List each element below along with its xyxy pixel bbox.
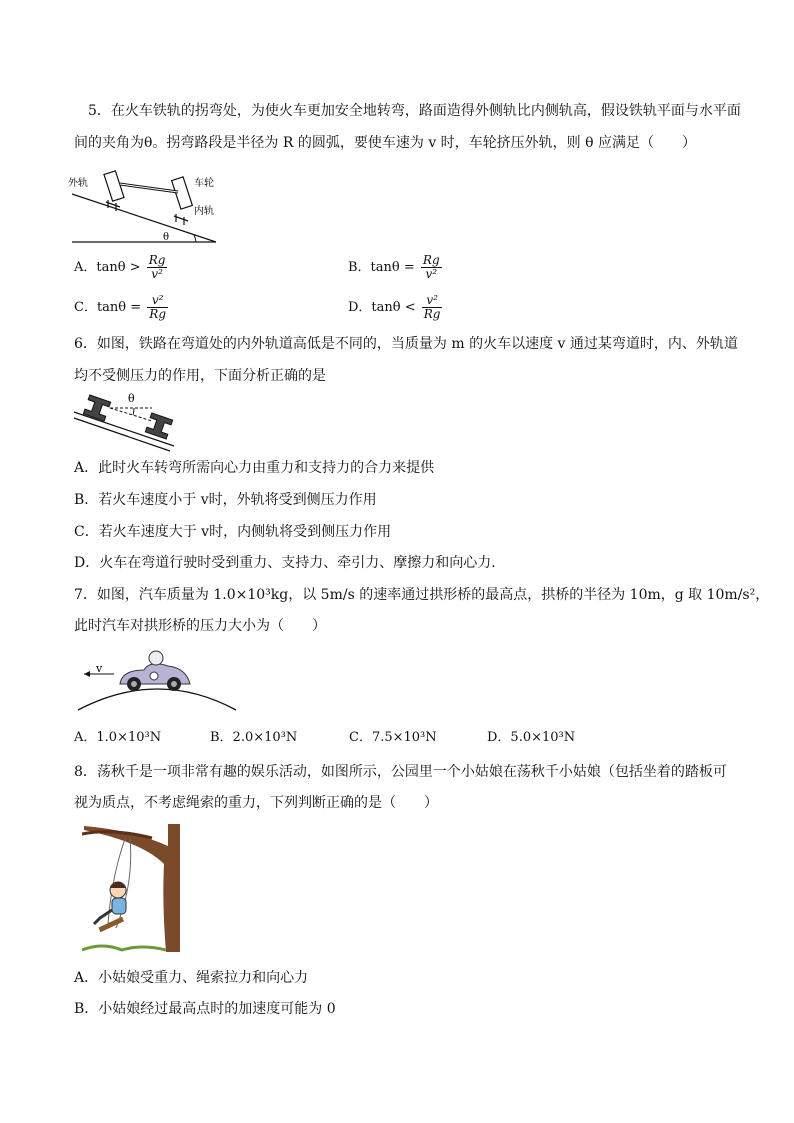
q5-label-wheel: 车轮 [194,178,214,189]
q5-label-inner-rail: 内轨 [194,206,214,217]
q5-option-c[interactable] [74,294,168,321]
q5-option-c-prefix: C．tanθ = [74,300,142,315]
q7-option-c[interactable]: C．7.5×10³N [349,730,437,745]
q5-option-d-numerator: v² [422,294,443,308]
q5-track-figure [68,164,220,246]
q5-option-b[interactable] [348,254,442,281]
q5-label-outer-rail: 外轨 [68,178,88,189]
q8-option-a[interactable]: A．小姑娘受重力、绳索拉力和向心力 [74,970,309,986]
q5-option-b-prefix: B．tanθ = [348,260,415,275]
q5-option-b-denominator: v² [425,267,438,281]
q5-option-d[interactable] [348,294,442,321]
q7-label-v: v [96,662,103,675]
q6-stem-line2: 均不受侧压力的作用，下面分析正确的是 [74,368,326,384]
q7-stem-line1: 7．如图，汽车质量为 1.0×10³kg，以 5m/s 的速率通过拱形桥的最高点，拱桥的半径为 10m，g 取 10m/s²， [74,587,770,603]
q6-track-figure [72,388,182,452]
q6-option-c[interactable]: C．若火车速度大于 v时，内侧轨将受到侧压力作用 [74,524,392,540]
car-icon [120,651,190,691]
q5-option-d-denominator: Rg [423,307,441,321]
q5-option-a-numerator: Rg [148,253,166,267]
q6-label-theta: θ [128,392,135,405]
q5-option-a-prefix: A．tanθ > [74,260,141,275]
q5-stem-line1: 5．在火车铁轨的拐弯处，为使火车更加安全地转弯，路面造得外侧轨比内侧轨高，假设铁轨平面与水平面 [88,103,741,119]
q7-option-b[interactable]: B．2.0×10³N [210,730,298,745]
q7-option-d[interactable]: D．5.0×10³N [487,730,576,745]
q8-option-b[interactable]: B．小姑娘经过最高点时的加速度可能为 0 [74,1001,336,1017]
q8-stem-line1: 8．荡秋千是一项非常有趣的娱乐活动，如图所示，公园里一个小姑娘在荡秋千小姑娘（包括坐着的踏板可 [74,764,727,780]
q5-option-a[interactable] [74,254,167,281]
q5-option-a-denominator: v² [151,267,163,281]
q5-option-c-numerator: v² [147,294,168,308]
q5-option-c-denominator: Rg [149,307,167,321]
q5-option-d-prefix: D．tanθ < [348,300,416,315]
q7-option-a[interactable]: A．1.0×10³N [74,730,162,745]
q5-stem-line2: 间的夹角为θ。拐弯路段是半径为 R 的圆弧，要使车速为 v 时，车轮挤压外轨，则 θ 应满足（ ） [74,135,697,151]
q6-option-a[interactable]: A．此时火车转弯所需向心力由重力和支持力的合力来提供 [74,460,435,476]
q6-stem-line1: 6．如图，铁路在弯道处的内外轨道高低是不同的，当质量为 m 的火车以速度 v 通过某弯道时，内、外轨道 [74,336,738,352]
q8-swing-figure [82,824,180,952]
q8-stem-line2: 视为质点，不考虑绳索的重力，下列判断正确的是（ ） [74,795,438,811]
q6-option-d[interactable]: D．火车在弯道行驶时受到重力、支持力、牵引力、摩擦力和向心力． [74,555,506,571]
q7-bridge-figure [74,644,240,712]
q5-label-theta: θ [163,232,170,243]
q6-option-b[interactable]: B．若火车速度小于 v时，外轨将受到侧压力作用 [74,492,377,508]
q5-option-b-numerator: Rg [422,253,440,267]
q7-stem-line2: 此时汽车对拱形桥的压力大小为（ ） [74,618,326,634]
